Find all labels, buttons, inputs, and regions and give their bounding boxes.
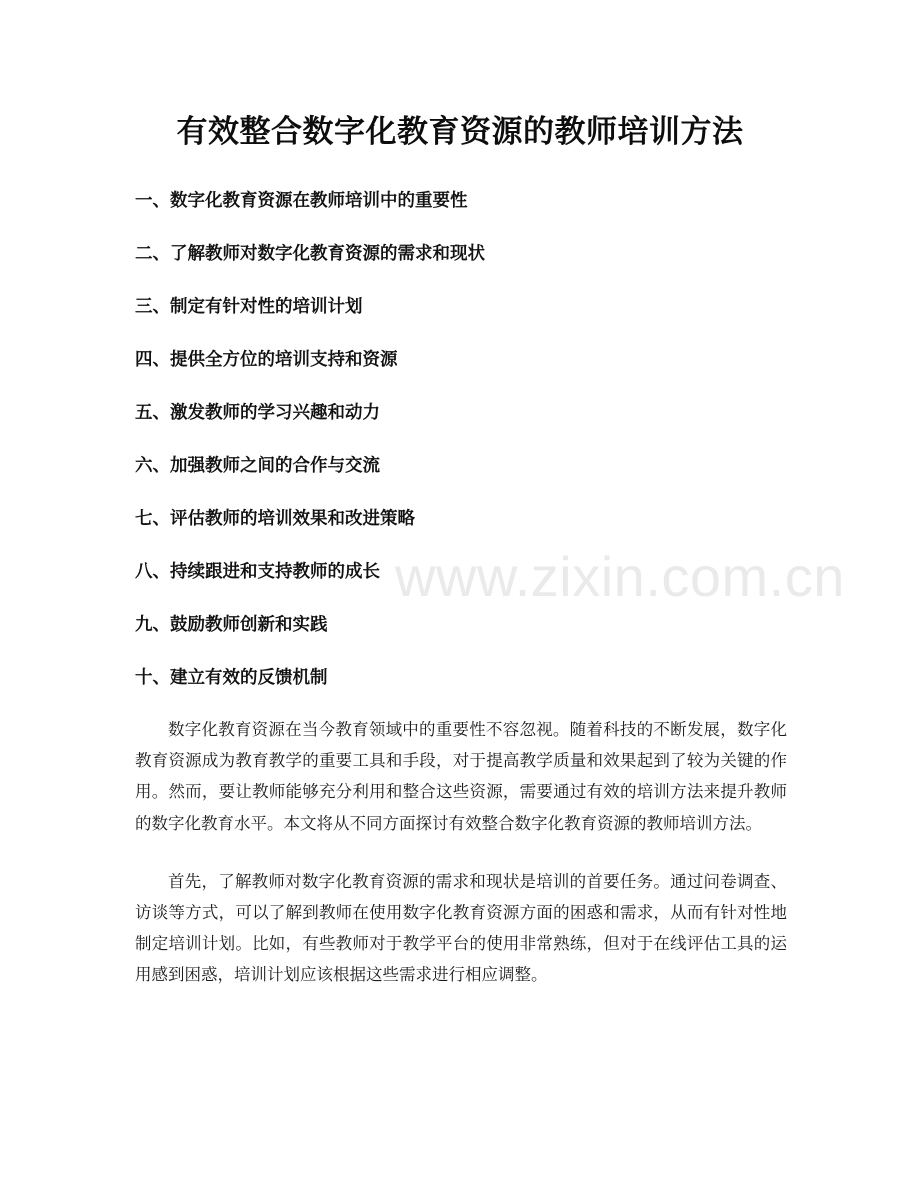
- toc-item: 九、鼓励教师创新和实践: [135, 615, 328, 635]
- body-paragraph: 数字化教育资源在当今教育领域中的重要性不容忽视。随着科技的不断发展，数字化教育资源成为教育教学的重要工具和手段，对于提高教学质量和效果起到了较为关键的作用。然而，要让教师能够充分利用和整合这些资源，需要通过有效的培训方法来提升教师的数字化教育水平。本文将从不同方面探讨有效整合数字化教育资源的教师培训方法。: [135, 720, 787, 833]
- watermark: www.zixin.com.cn: [395, 545, 845, 608]
- toc-item: 一、数字化教育资源在教师培训中的重要性: [135, 191, 468, 211]
- toc-item: 三、制定有针对性的培训计划: [135, 297, 363, 317]
- body-paragraph: 首先，了解教师对数字化教育资源的需求和现状是培训的首要任务。通过问卷调查、访谈等方式，可以了解到教师在使用数字化教育资源方面的困惑和需求，从而有针对性地制定培训计划。比如，有些教师对于教学平台的使用非常熟练，但对于在线评估工具的运用感到困惑，培训计划应该根据这些需求进行相应调整。: [135, 871, 787, 985]
- body-text: [135, 714, 787, 1018]
- toc-item: 八、持续跟进和支持教师的成长: [135, 562, 380, 582]
- table-of-contents: [135, 188, 485, 718]
- toc-item: 五、激发教师的学习兴趣和动力: [135, 403, 380, 423]
- toc-item: 四、提供全方位的培训支持和资源: [135, 350, 398, 370]
- toc-item: 七、评估教师的培训效果和改进策略: [135, 509, 415, 529]
- toc-item: 二、了解教师对数字化教育资源的需求和现状: [135, 244, 485, 264]
- toc-item: 十、建立有效的反馈机制: [135, 668, 328, 688]
- document-title: 有效整合数字化教育资源的教师培训方法: [176, 114, 744, 150]
- toc-item: 六、加强教师之间的合作与交流: [135, 456, 380, 476]
